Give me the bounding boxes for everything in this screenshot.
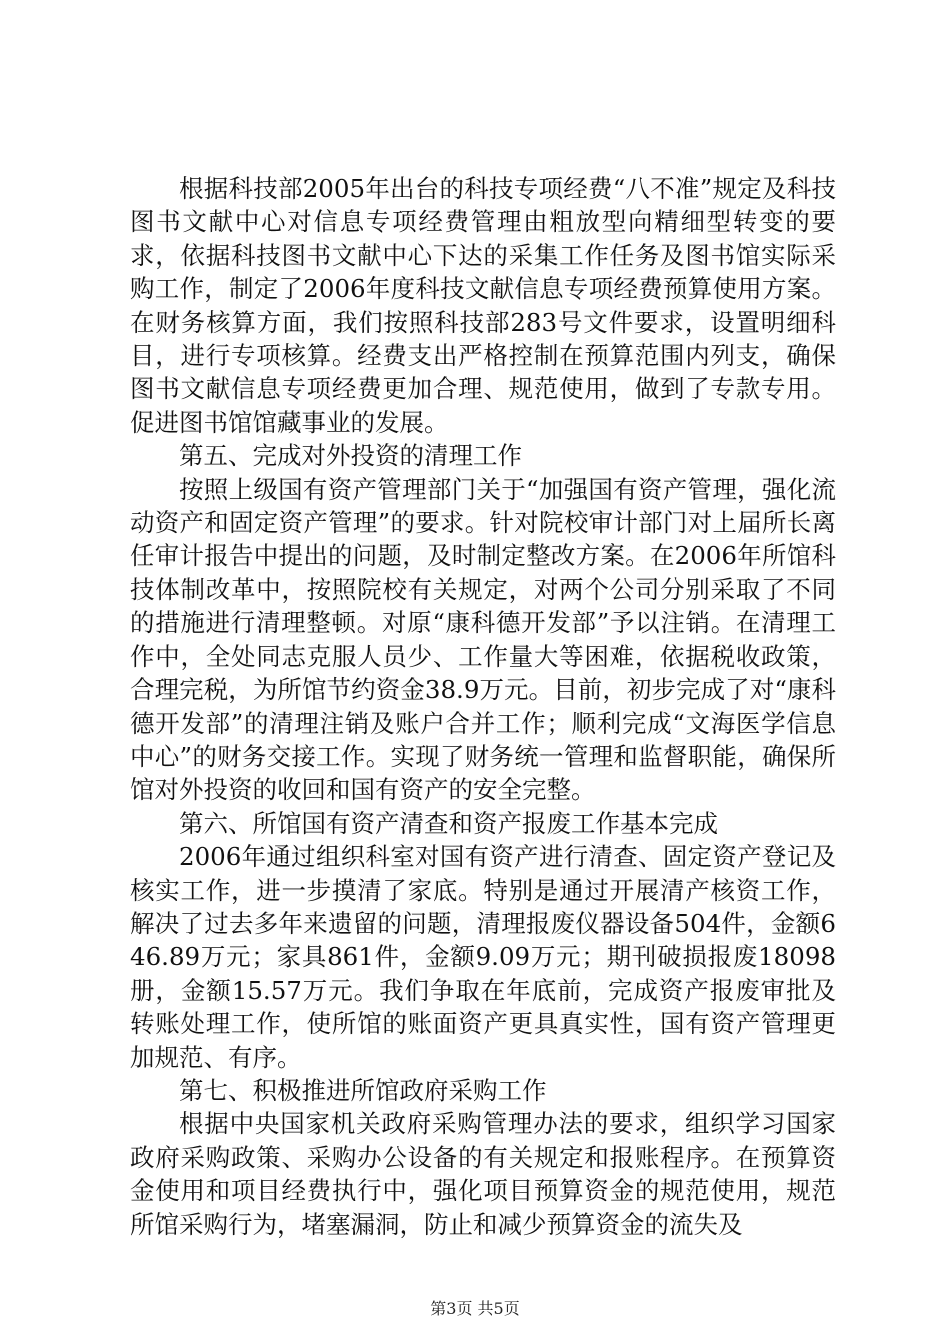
paragraph-government-procurement: 根据中央国家机关政府采购管理办法的要求，组织学习国家政府采购政策、采购办公设备的有关规定和报账程序。在预算资金使用和项目经费执行中，强化项目预算资金的规范使用，规范所馆采购行为，堵塞漏洞，防止和减少预算资金的流失及 (130, 1109, 836, 1239)
section-heading-5: 第五、完成对外投资的清理工作 (179, 441, 522, 471)
section-heading-7: 第七、积极推进所馆政府采购工作 (179, 1075, 547, 1105)
page-footer: 第3页 共5页 (430, 1299, 520, 1318)
paragraph-budget-plan: 根据科技部2005年出台的科技专项经费“八不准”规定及科技图书文献中心对信息专项经费管理由粗放型向精细型转变的要求，依据科技图书文献中心下达的采集工作任务及图书馆实际采购工作，制定了2006年度科技文献信息专项经费预算使用方案。在财务核算方面，我们按照科技部283号文件要求，设置明细科目，进行专项核算。经费支出严格控制在预算范围内列支，确保图书文献信息专项经费更加合理、规范使用，做到了专款专用。促进图书馆馆藏事业的发展。 (130, 174, 836, 437)
paragraph-investment-cleanup: 按照上级国有资产管理部门关于“加强国有资产管理，强化流动资产和固定资产管理”的要求。针对院校审计部门对上届所长离任审计报告中提出的问题，及时制定整改方案。在2006年所馆科技体制改革中，按照院校有关规定，对两个公司分别采取了不同的措施进行清理整顿。对原“康科德开发部”予以注销。在清理工作中，全处同志克服人员少、工作量大等困难，依据税收政策，合理完税，为所馆节约资金38.9万元。目前，初步完成了对“康科德开发部”的清理注销及账户合并工作；顺利完成“文海医学信息中心”的财务交接工作。实现了财务统一管理和监督职能，确保所馆对外投资的收回和国有资产的安全完整。 (130, 474, 836, 805)
section-heading-6: 第六、所馆国有资产清查和资产报废工作基本完成 (179, 808, 718, 838)
document-body (130, 172, 836, 1241)
paragraph-asset-inventory: 2006年通过组织科室对国有资产进行清查、固定资产登记及核实工作，进一步摸清了家底。特别是通过开展清产核资工作，解决了过去多年来遗留的问题，清理报废仪器设备504件，金额646.89万元；家具861件，金额9.09万元；期刊破损报废18098册，金额15.57万元。我们争取在年底前，完成资产报废审批及转账处理工作，使所馆的账面资产更具真实性，国有资产管理更加规范、有序。 (130, 842, 836, 1072)
